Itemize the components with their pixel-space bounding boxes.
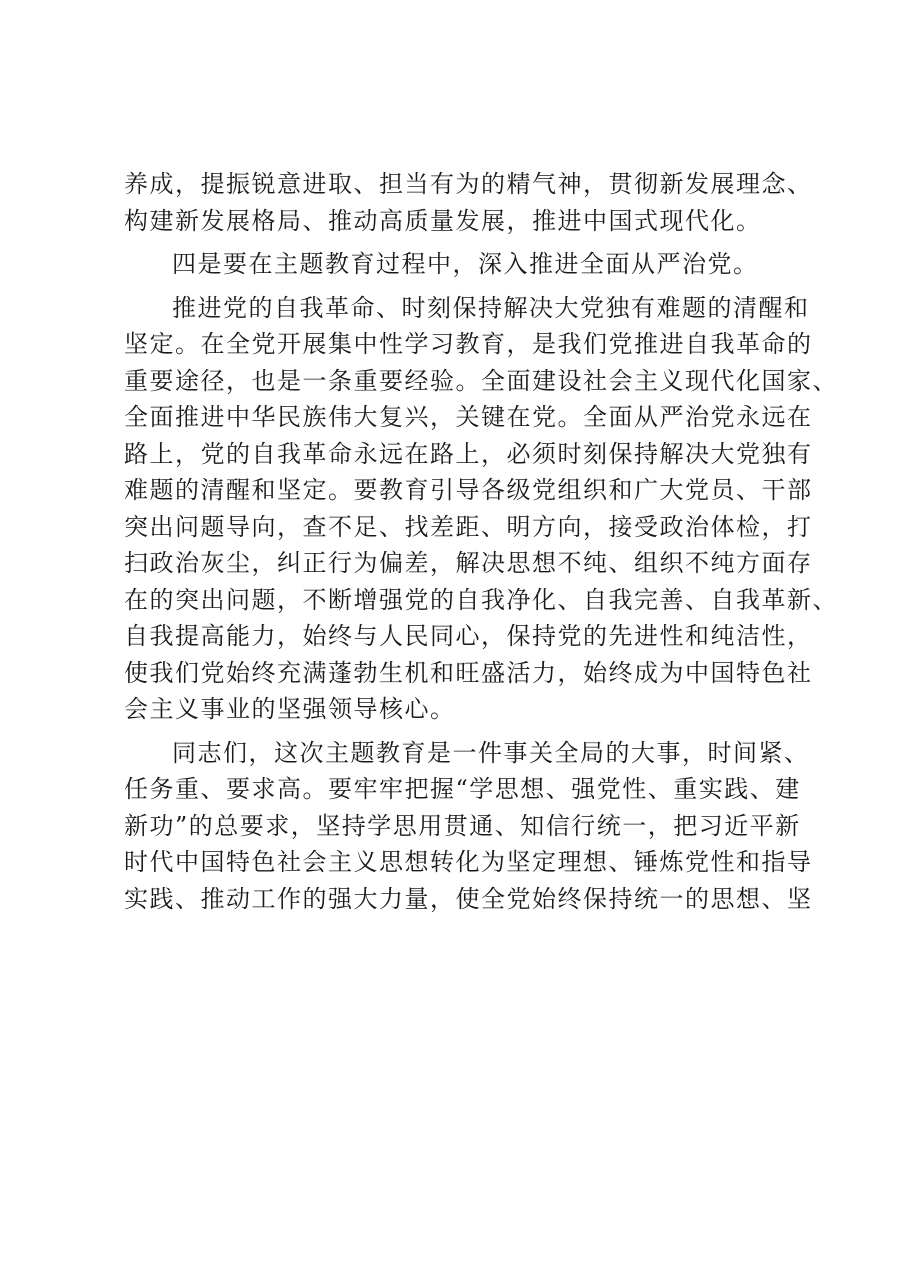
text-line: 会主义事业的坚强领导核心。 [124,695,456,723]
text-line: 推进党的自我革命、时刻保持解决大党独有难题的清醒和 [172,293,810,322]
text-line: 路上，党的自我革命永远在路上，必须时刻保持解决大党独有 [124,439,813,468]
text-line: 任务重、要求高。要牢牢把握“学思想、强党性、重实践、建 [124,775,801,803]
text-line: 同志们，这次主题教育是一件事关全局的大事，时间紧、 [172,738,810,767]
text-line: 使我们党始终充满蓬勃生机和旺盛活力，始终成为中国特色社 [124,658,813,687]
paragraph-heading: 四是要在主题教育过程中，深入推进全面从严治党。 [172,250,759,278]
text-line: 养成，提振锐意进取、担当有为的精气神，贯彻新发展理念、 [124,170,813,198]
text-line: 在的突出问题，不断增强党的自我净化、自我完善、自我革新、 [124,585,838,614]
text-line: 坚定。在全党开展集中性学习教育，是我们党推进自我革命的 [124,330,813,358]
text-line: 重要途径，也是一条重要经验。全面建设社会主义现代化国家、 [124,366,838,395]
document-body [124,166,838,917]
text-line: 时代中国特色社会主义思想转化为坚定理想、锤炼党性和指导 [124,848,813,876]
text-line: 难题的清醒和坚定。要教育引导各级党组织和广大党员、干部 [124,476,813,504]
text-line: 自我提高能力，始终与人民同心，保持党的先进性和纯洁性， [124,622,813,650]
text-line: 实践、推动工作的强大力量，使全党始终保持统一的思想、坚 [124,884,813,913]
text-line: 构建新发展格局、推动高质量发展，推进中国式现代化。 [124,206,762,235]
text-line: 突出问题导向，查不足、找差距、明方向，接受政治体检，打 [124,512,813,541]
text-line: 全面推进中华民族伟大复兴，关键在党。全面从严治党永远在 [124,403,813,431]
text-line: 新功”的总要求，坚持学思用贯通、知信行统一，把习近平新 [124,811,801,840]
text-line: 扫政治灰尘，纠正行为偏差，解决思想不纯、组织不纯方面存 [124,549,813,577]
